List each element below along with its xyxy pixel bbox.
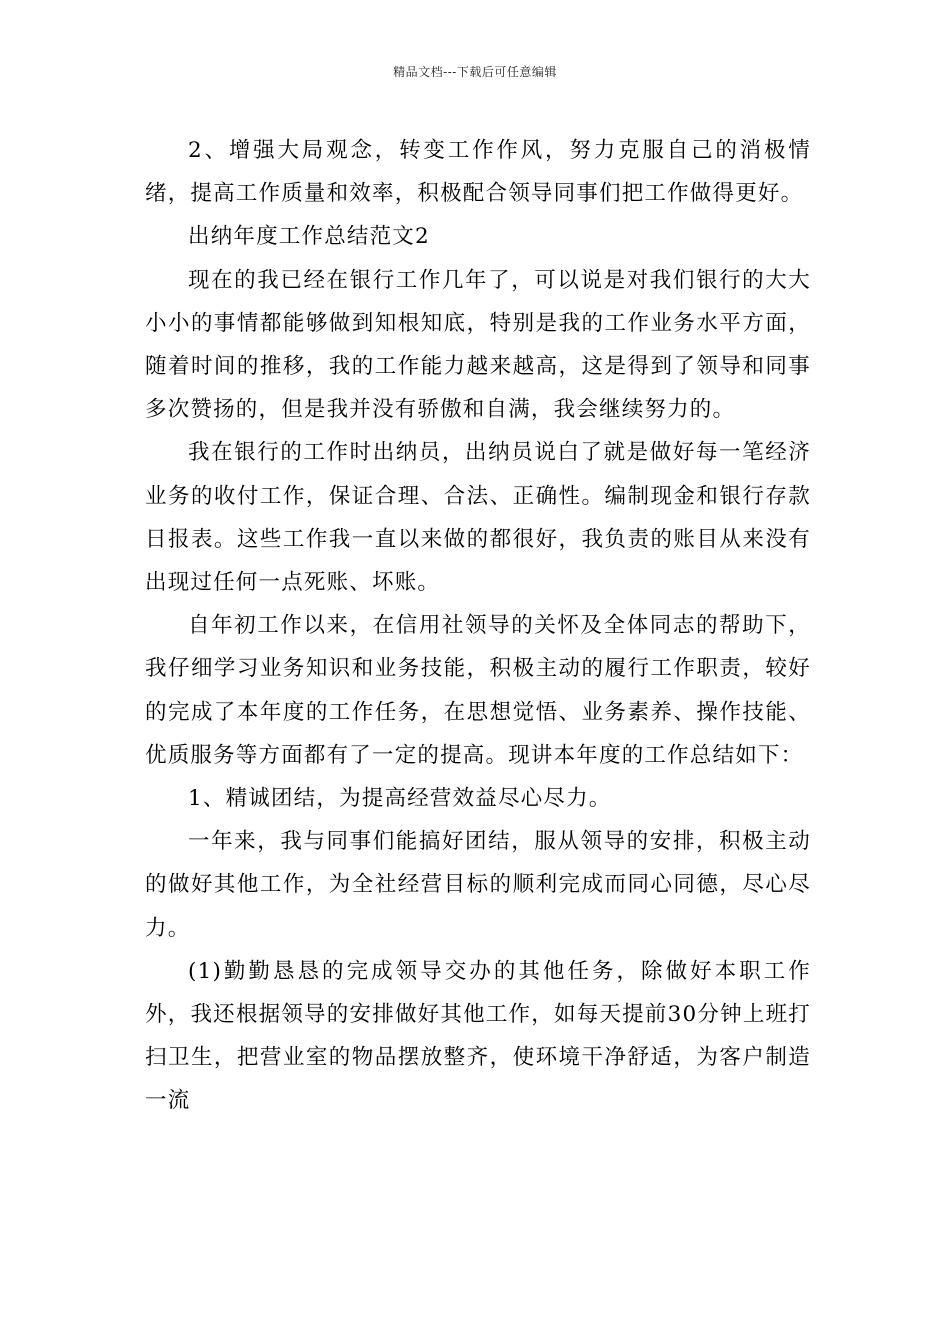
paragraph-cashier-duties: 我在银行的工作时出纳员，出纳员说白了就是做好每一笔经济业务的收付工作，保证合理、合法、正确性。编制现金和银行存款日报表。这些工作我一直以来做的都很好，我负责的账目从来没有出现过任何一点死账、坏账。 (145, 440, 811, 596)
paragraph-point-1: 1、精诚团结，为提高经营效益尽心尽力。 (188, 786, 612, 812)
paragraph-year-summary-intro: 自年初工作以来，在信用社领导的关怀及全体同志的帮助下，我仔细学习业务知识和业务技能，积极主动的履行工作职责，较好的完成了本年度的工作任务，在思想觉悟、业务素养、操作技能、优质服务等方面都有了一定的提高。现讲本年度的工作总结如下： (145, 613, 811, 768)
section-heading: 出纳年度工作总结范文2 (188, 224, 430, 250)
document-body (145, 129, 811, 1123)
paragraph-subpoint-1: (1)勤勤恳恳的完成领导交办的其他任务，除做好本职工作外，我还根据领导的安排做好其他工作，如每天提前30分钟上班打扫卫生，把营业室的物品摆放整齐，使环境干净舒适，为客户制造一流 (145, 958, 811, 1114)
paragraph-bank-experience: 现在的我已经在银行工作几年了，可以说是对我们银行的大大小小的事情都能够做到知根知底，特别是我的工作业务水平方面，随着时间的推移，我的工作能力越来越高，这是得到了领导和同事多次赞扬的，但是我并没有骄傲和自满，我会继续努力的。 (145, 267, 811, 423)
paragraph-improve-attitude: 2、增强大局观念，转变工作作风，努力克服自己的消极情绪，提高工作质量和效率，积极配合领导同事们把工作做得更好。 (145, 138, 811, 207)
page-header: 精品文档---下载后可任意编辑 (393, 65, 557, 79)
paragraph-teamwork: 一年来，我与同事们能搞好团结，服从领导的安排，积极主动的做好其他工作，为全社经营目标的顺利完成而同心同德，尽心尽力。 (145, 829, 811, 941)
